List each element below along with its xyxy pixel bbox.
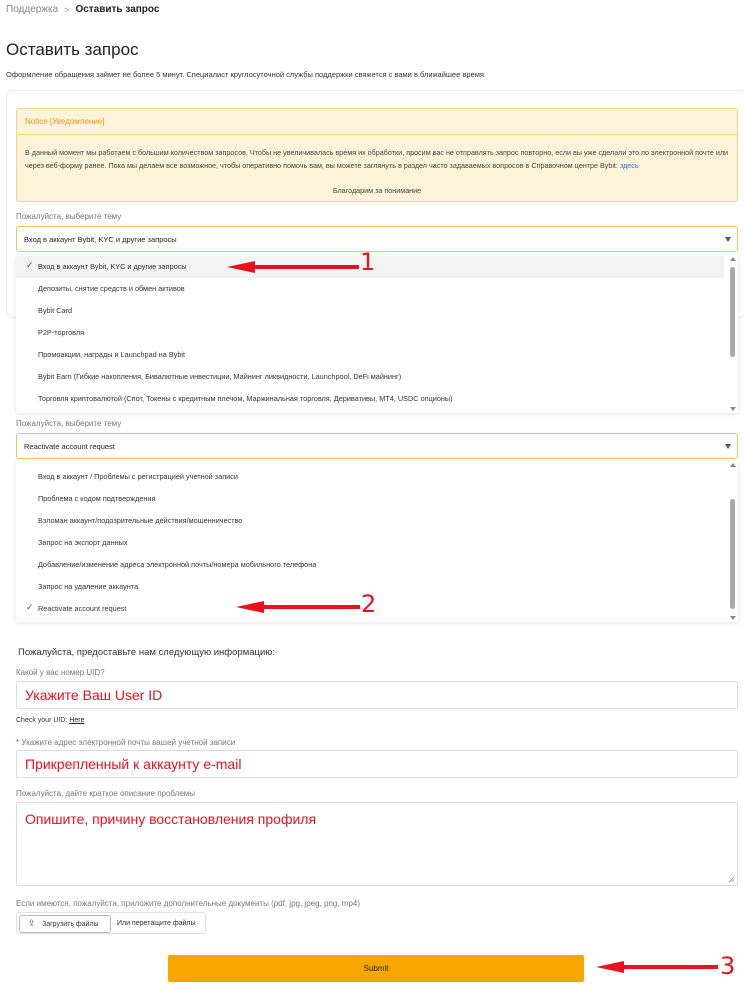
check-uid-text: Check your UID:	[16, 717, 68, 724]
dropdown-option[interactable]	[16, 466, 724, 488]
option-label: Вход в аккаунт / Проблемы с регистрацией учетной записи	[38, 472, 238, 481]
option-label: Reactivate account request	[38, 604, 127, 613]
dropdown-option[interactable]	[16, 300, 724, 322]
email-label-text: Укажите адрес электронной почты вашей учетной записи	[21, 738, 236, 747]
page-description: Оформление обращения займет не более 5 минут. Специалист круглосуточной службы поддержки свяжется с вами в ближайшее время.	[6, 70, 486, 79]
email-input[interactable]	[16, 750, 738, 778]
description-textarea[interactable]	[16, 802, 738, 886]
option-label: Промоакции, награды и Launchpad на Bybit	[38, 350, 186, 359]
scrollbar-thumb[interactable]	[730, 267, 735, 357]
breadcrumb	[6, 4, 159, 15]
dropdown-option[interactable]	[16, 322, 724, 344]
email-label	[16, 738, 235, 747]
scroll-down-icon[interactable]	[730, 407, 736, 411]
option-label: Проблема с кодом подтверждения	[38, 494, 156, 503]
upload-files-button[interactable]	[19, 915, 111, 933]
page-title: Оставить запрос	[6, 40, 139, 59]
check-icon: ✓	[26, 602, 34, 612]
breadcrumb-separator: >	[64, 4, 70, 15]
required-mark: *	[16, 738, 20, 747]
option-label: P2P-торговля	[38, 328, 85, 337]
scroll-up-icon[interactable]	[730, 257, 736, 261]
option-label: Вход в аккаунт Bybit, KYC и другие запросы	[38, 262, 187, 271]
uid-input-value: Укажите Ваш User ID	[25, 687, 163, 703]
upload-button-label: Загрузить файлы	[42, 921, 99, 928]
resize-handle-icon[interactable]	[728, 876, 735, 883]
topic-dropdown	[16, 255, 738, 413]
dropdown-option[interactable]	[16, 388, 724, 410]
option-label: Bybit Card	[38, 306, 73, 315]
form-section-title: Пожалуйста, предоставьте нам следующую информацию:	[18, 647, 276, 658]
option-label: Запрос на удаление аккаунта	[38, 582, 139, 591]
dropdown-option[interactable]	[16, 554, 724, 576]
notice-link[interactable]: здесь	[619, 161, 639, 170]
description-label: Пожалуйста, дайте краткое описание проблемы	[16, 789, 196, 798]
breadcrumb-root[interactable]: Поддержка	[6, 4, 59, 15]
check-icon: ✓	[26, 260, 34, 270]
dropdown-scrollbar[interactable]	[728, 461, 738, 622]
annotation-number: 1	[360, 248, 376, 276]
drop-hint: Или перетащите файлы	[117, 920, 196, 927]
subtopic-label: Пожалуйста, выберите тему	[16, 419, 122, 428]
check-uid-link[interactable]: Here	[69, 717, 85, 724]
annotation-arrow-icon	[596, 958, 718, 978]
dropdown-option[interactable]	[16, 510, 724, 532]
dropdown-option[interactable]	[16, 366, 724, 388]
option-label: Депозиты, снятие средств и обмен активов	[38, 284, 185, 293]
dropdown-option[interactable]	[16, 278, 724, 300]
subtopic-select[interactable]	[16, 433, 738, 459]
uid-label: Какой у вас номер UID?	[16, 668, 105, 677]
option-label: Bybit Earn (Гибкие накопления, Бивалютные инвестиции, Майнинг ликвидности, Launchpool, DeFi майнинг)	[38, 372, 402, 381]
scroll-down-icon[interactable]	[730, 616, 736, 620]
notice-title: Notice [Уведомление]	[17, 109, 737, 135]
dropdown-option[interactable]	[16, 344, 724, 366]
option-label: Торговля криптовалютой (Спот, Токены с кредитным плечом, Маржинальная торговля, Деривативы, MT4, USDC опционы)	[38, 394, 453, 403]
topic-select-value: Вход в аккаунт Bybit, KYC и другие запросы	[24, 235, 177, 244]
description-textarea-value: Опишите, причину восстановления профиля	[25, 811, 317, 827]
submit-button[interactable]: Submit	[168, 955, 584, 982]
annotation-arrow-icon	[227, 258, 359, 278]
chevron-down-icon	[725, 237, 731, 242]
dropdown-option[interactable]	[16, 532, 724, 554]
subtopic-select-value: Reactivate account request	[24, 442, 115, 451]
option-label: Запрос на экспорт данных	[38, 538, 128, 547]
topic-select[interactable]	[16, 226, 738, 252]
notice-body	[25, 146, 733, 172]
scroll-up-icon[interactable]	[730, 463, 736, 467]
attachments-label: Если имеются, пожалуйста, приложите дополнительные документы (pdf, jpg, jpeg, png, mp4)	[16, 899, 361, 908]
dropdown-option[interactable]	[16, 488, 724, 510]
subtopic-dropdown	[16, 461, 738, 622]
annotation-number: 3	[720, 952, 736, 980]
scrollbar-thumb[interactable]	[730, 499, 735, 609]
upload-icon: ⇪	[28, 918, 36, 928]
chevron-down-icon	[725, 444, 731, 449]
notice-text: В данный момент мы работаем с большим количеством запросов. Чтобы не увеличивалась время их обработки, просим вас не отправлять запрос повторно, если вы уже сделали это по электронной почте или через веб-форму ранее. Пока мы делаем все возможное, чтобы оперативно помочь вам, вы можете заглянуть в раздел часто задаваемых вопросов в Справочном центре Bybit:	[25, 148, 729, 170]
notice-thanks: Благодарим за понимание	[332, 186, 422, 195]
topic-label: Пожалуйста, выберите тему	[16, 212, 122, 221]
breadcrumb-current: Оставить запрос	[75, 4, 160, 15]
option-label: Добавление/изменение адреса электронной почты/номера мобильного телефона	[38, 560, 317, 569]
dropdown-scrollbar[interactable]	[728, 255, 738, 413]
notice-box	[16, 108, 738, 202]
upload-area[interactable]	[16, 912, 206, 934]
uid-input[interactable]	[16, 681, 738, 709]
email-input-value: Прикрепленный к аккаунту e-mail	[25, 756, 242, 772]
annotation-arrow-icon	[236, 598, 360, 618]
check-uid	[16, 717, 85, 724]
annotation-number: 2	[361, 590, 377, 618]
option-label: Взломан аккаунт/подозрительные действия/мошенничество	[38, 516, 243, 525]
